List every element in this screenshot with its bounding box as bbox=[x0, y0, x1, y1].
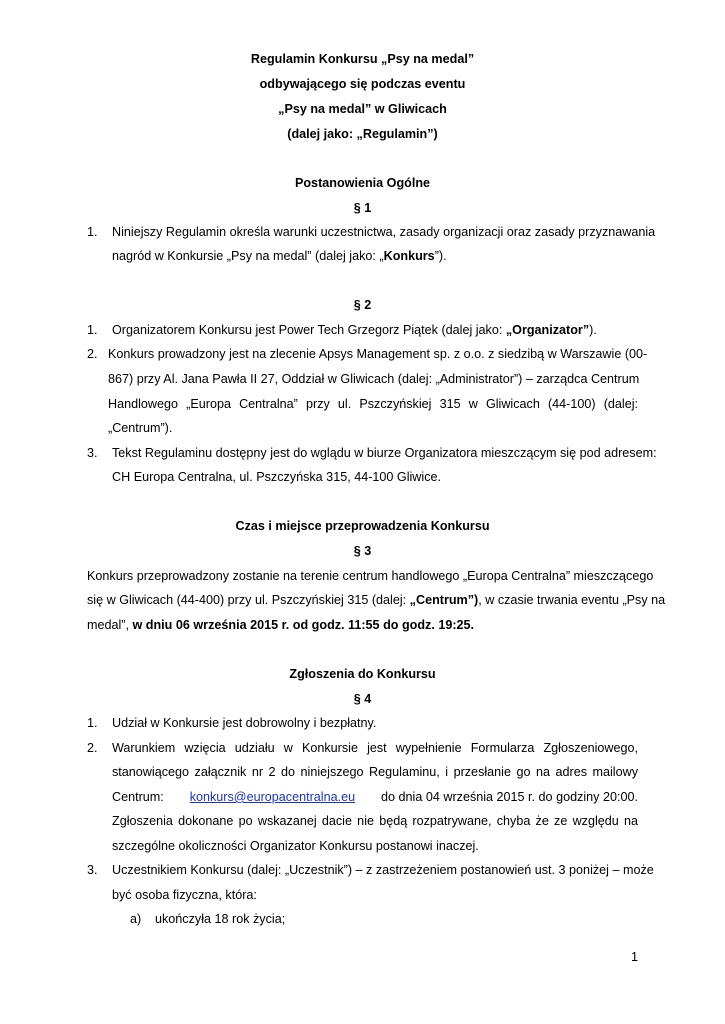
title-line-1: Regulamin Konkursu „Psy na medal” bbox=[250, 52, 475, 66]
s2-p2-line-1: Konkurs prowadzony jest na zlecenie Apsys Management sp. z o.o. z siedzibą w Warszawie (00- bbox=[108, 347, 648, 361]
s4-p3-line-2: być osoba fizyczna, która: bbox=[112, 888, 257, 902]
list-number: 2. bbox=[87, 347, 98, 361]
s4-p2-line-5: szczególne okoliczności Organizator Konkursu postanowi inaczej. bbox=[112, 839, 479, 853]
s4-p2-deadline: do dnia 04 września 2015 r. do godziny 20:00. bbox=[381, 790, 638, 804]
title-line-4: (dalej jako: „Regulamin”) bbox=[287, 127, 438, 141]
title-line-2: odbywającego się podczas eventu bbox=[259, 77, 466, 91]
s3-line-1: Konkurs przeprowadzony zostanie na terenie centrum handlowego „Europa Centralna” mieszczącego bbox=[87, 569, 654, 583]
s1-p1-line-1: Niniejszy Regulamin określa warunki uczestnictwa, zasady organizacji oraz zasady przyznawania bbox=[112, 225, 656, 239]
s4-p2-centrum-label: Centrum: bbox=[112, 790, 164, 804]
s2-p2-line-2: 867) przy Al. Jana Pawła II 27, Oddział w Gliwicach (dalej: „Administrator”) – zarządca Centrum bbox=[108, 372, 640, 386]
s4-p3-line-1: Uczestnikiem Konkursu (dalej: „Uczestnik”) – z zastrzeżeniem postanowień ust. 3 poniżej – może bbox=[112, 863, 654, 877]
s4-p1-line: Udział w Konkursie jest dobrowolny i bezpłatny. bbox=[112, 716, 377, 730]
section-heading-general: Postanowienia Ogólne bbox=[294, 176, 431, 190]
s4-p2-line-3 bbox=[112, 789, 638, 805]
list-number: 3. bbox=[87, 446, 98, 460]
s4-p2-line-1: Warunkiem wzięcia udziału w Konkursie jest wypełnienie Formularza Zgłoszeniowego, bbox=[112, 741, 638, 755]
paragraph-mark-2: § 2 bbox=[353, 298, 372, 312]
list-number: 2. bbox=[87, 741, 98, 755]
page-number: 1 bbox=[630, 950, 638, 964]
section-heading-time-place: Czas i miejsce przeprowadzenia Konkursu bbox=[235, 519, 490, 533]
s2-p3-line-1: Tekst Regulaminu dostępny jest do wglądu w biurze Organizatora mieszczącym się pod adresem: bbox=[112, 446, 657, 460]
list-number: 3. bbox=[87, 863, 98, 877]
s1-p1-line-2: nagród w Konkursie „Psy na medal” (dalej jako: „Konkurs”). bbox=[112, 249, 447, 263]
s3-line-2: się w Gliwicach (44-400) przy ul. Pszczyńskiej 315 (dalej: „Centrum”), w czasie trwania eventu „Psy na bbox=[87, 593, 666, 607]
paragraph-mark-3: § 3 bbox=[353, 544, 372, 558]
s3-line-3: medal”, w dniu 06 września 2015 r. od godz. 11:55 do godz. 19:25. bbox=[87, 618, 475, 632]
list-number: 1. bbox=[87, 225, 98, 239]
s2-p2-line-4: „Centrum”). bbox=[108, 421, 173, 435]
list-number: 1. bbox=[87, 716, 98, 730]
s4-p2-line-2: stanowiącego załącznik nr 2 do niniejszego Regulaminu, i przesłanie go na adres mailowy bbox=[112, 765, 638, 779]
paragraph-mark-4: § 4 bbox=[353, 692, 372, 706]
list-number: 1. bbox=[87, 323, 98, 337]
s4-p2-line-4: Zgłoszenia dokonane po wskazanej dacie nie będą rozpatrywane, chyba że ze względu na bbox=[112, 814, 638, 828]
title-line-3: „Psy na medal” w Gliwicach bbox=[278, 102, 447, 116]
s4-p3-item-a: ukończyła 18 rok życia; bbox=[155, 912, 286, 926]
s2-p1-line: Organizatorem Konkursu jest Power Tech Grzegorz Piątek (dalej jako: „Organizator”). bbox=[112, 323, 597, 337]
contest-email-link[interactable]: konkurs@europacentralna.eu bbox=[189, 790, 356, 804]
s2-p3-line-2: CH Europa Centralna, ul. Pszczyńska 315, 44-100 Gliwice. bbox=[112, 470, 441, 484]
paragraph-mark-1: § 1 bbox=[353, 201, 372, 215]
list-letter: a) bbox=[130, 912, 142, 926]
section-heading-entries: Zgłoszenia do Konkursu bbox=[289, 667, 436, 681]
s2-p2-line-3: Handlowego „Europa Centralna” przy ul. Pszczyńskiej 315 w Gliwicach (44-100) (dalej: bbox=[108, 397, 638, 411]
